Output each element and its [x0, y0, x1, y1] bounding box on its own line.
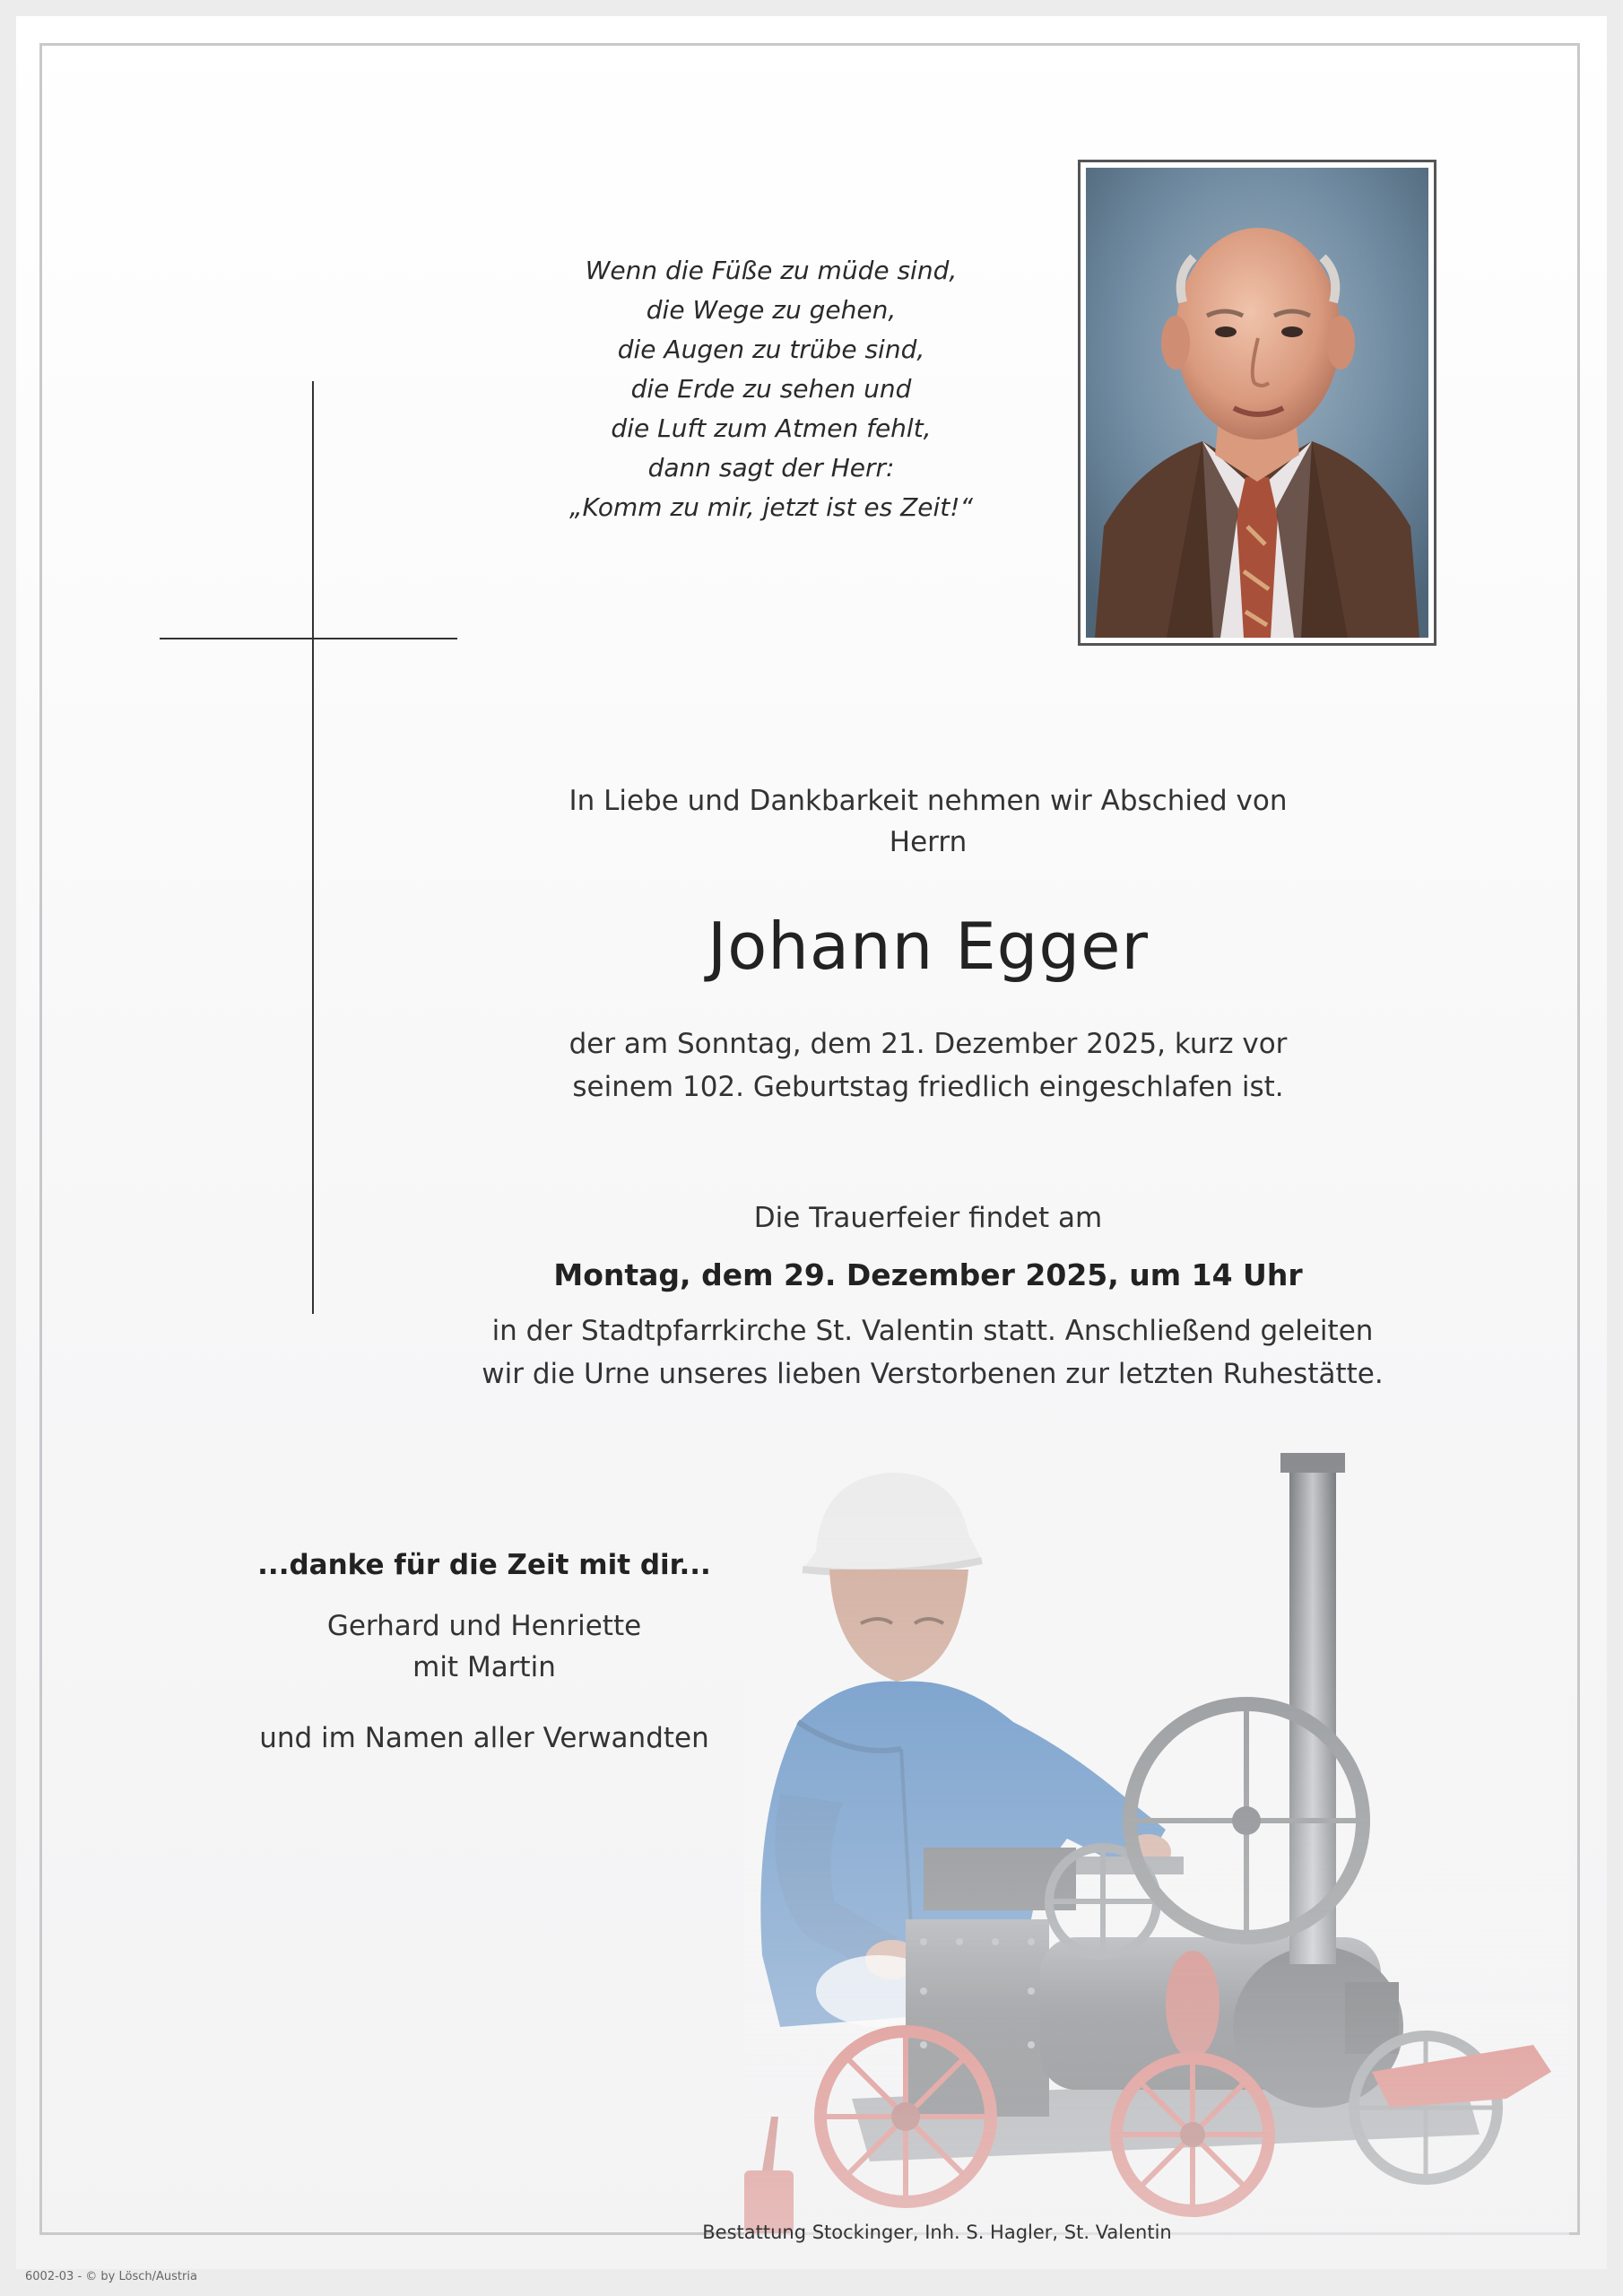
- copyright-note: 6002-03 - © by Lösch/Austria: [25, 2270, 197, 2283]
- poem-line: die Erde zu sehen und: [630, 374, 912, 404]
- deceased-name: Johann Egger: [707, 909, 1149, 984]
- service-place: [448, 1309, 1417, 1396]
- portrait-photo: [1078, 160, 1436, 646]
- poem-line: dann sagt der Herr:: [647, 453, 895, 483]
- intro-line: Herrn: [889, 826, 968, 858]
- service-line: wir die Urne unseres lieben Verstorbenen zur letzten Ruhestätte.: [482, 1358, 1384, 1390]
- death-line: seinem 102. Geburtstag friedlich eingeschlafen ist.: [572, 1071, 1284, 1103]
- family-line: Gerhard und Henriette: [326, 1610, 642, 1642]
- funeral-home-credit: Bestattung Stockinger, Inh. S. Hagler, St. Valentin: [702, 2222, 1172, 2243]
- family-names: [215, 1605, 753, 1688]
- poem: [484, 251, 1058, 527]
- portrait-image: [1086, 168, 1428, 638]
- cross-icon-vertical: [312, 381, 314, 1314]
- cross-icon-horizontal: [160, 638, 457, 639]
- intro-line: In Liebe und Dankbarkeit nehmen wir Abschied von: [568, 785, 1288, 817]
- poem-line: „Komm zu mir, jetzt ist es Zeit!“: [568, 492, 973, 522]
- poem-line: die Augen zu trübe sind,: [617, 335, 925, 364]
- service-intro: Die Trauerfeier findet am: [753, 1202, 1103, 1234]
- poem-line: Wenn die Füße zu müde sind,: [585, 256, 958, 285]
- service-date: Montag, dem 29. Dezember 2025, um 14 Uhr: [553, 1257, 1303, 1292]
- steam-engine-photo: [744, 1453, 1569, 2242]
- thanks-line: ...danke für die Zeit mit dir...: [257, 1549, 711, 1581]
- poem-line: die Luft zum Atmen fehlt,: [611, 413, 932, 443]
- poem-line: die Wege zu gehen,: [646, 295, 897, 325]
- service-line: in der Stadtpfarrkirche St. Valentin statt. Anschließend geleiten: [491, 1315, 1374, 1347]
- relatives-line: und im Namen aller Verwandten: [259, 1722, 709, 1754]
- intro-text: [556, 780, 1300, 863]
- death-line: der am Sonntag, dem 21. Dezember 2025, kurz vor: [568, 1028, 1288, 1060]
- death-notice: [502, 1022, 1354, 1109]
- family-line: mit Martin: [412, 1651, 556, 1683]
- steam-engine-image: [744, 1453, 1569, 2242]
